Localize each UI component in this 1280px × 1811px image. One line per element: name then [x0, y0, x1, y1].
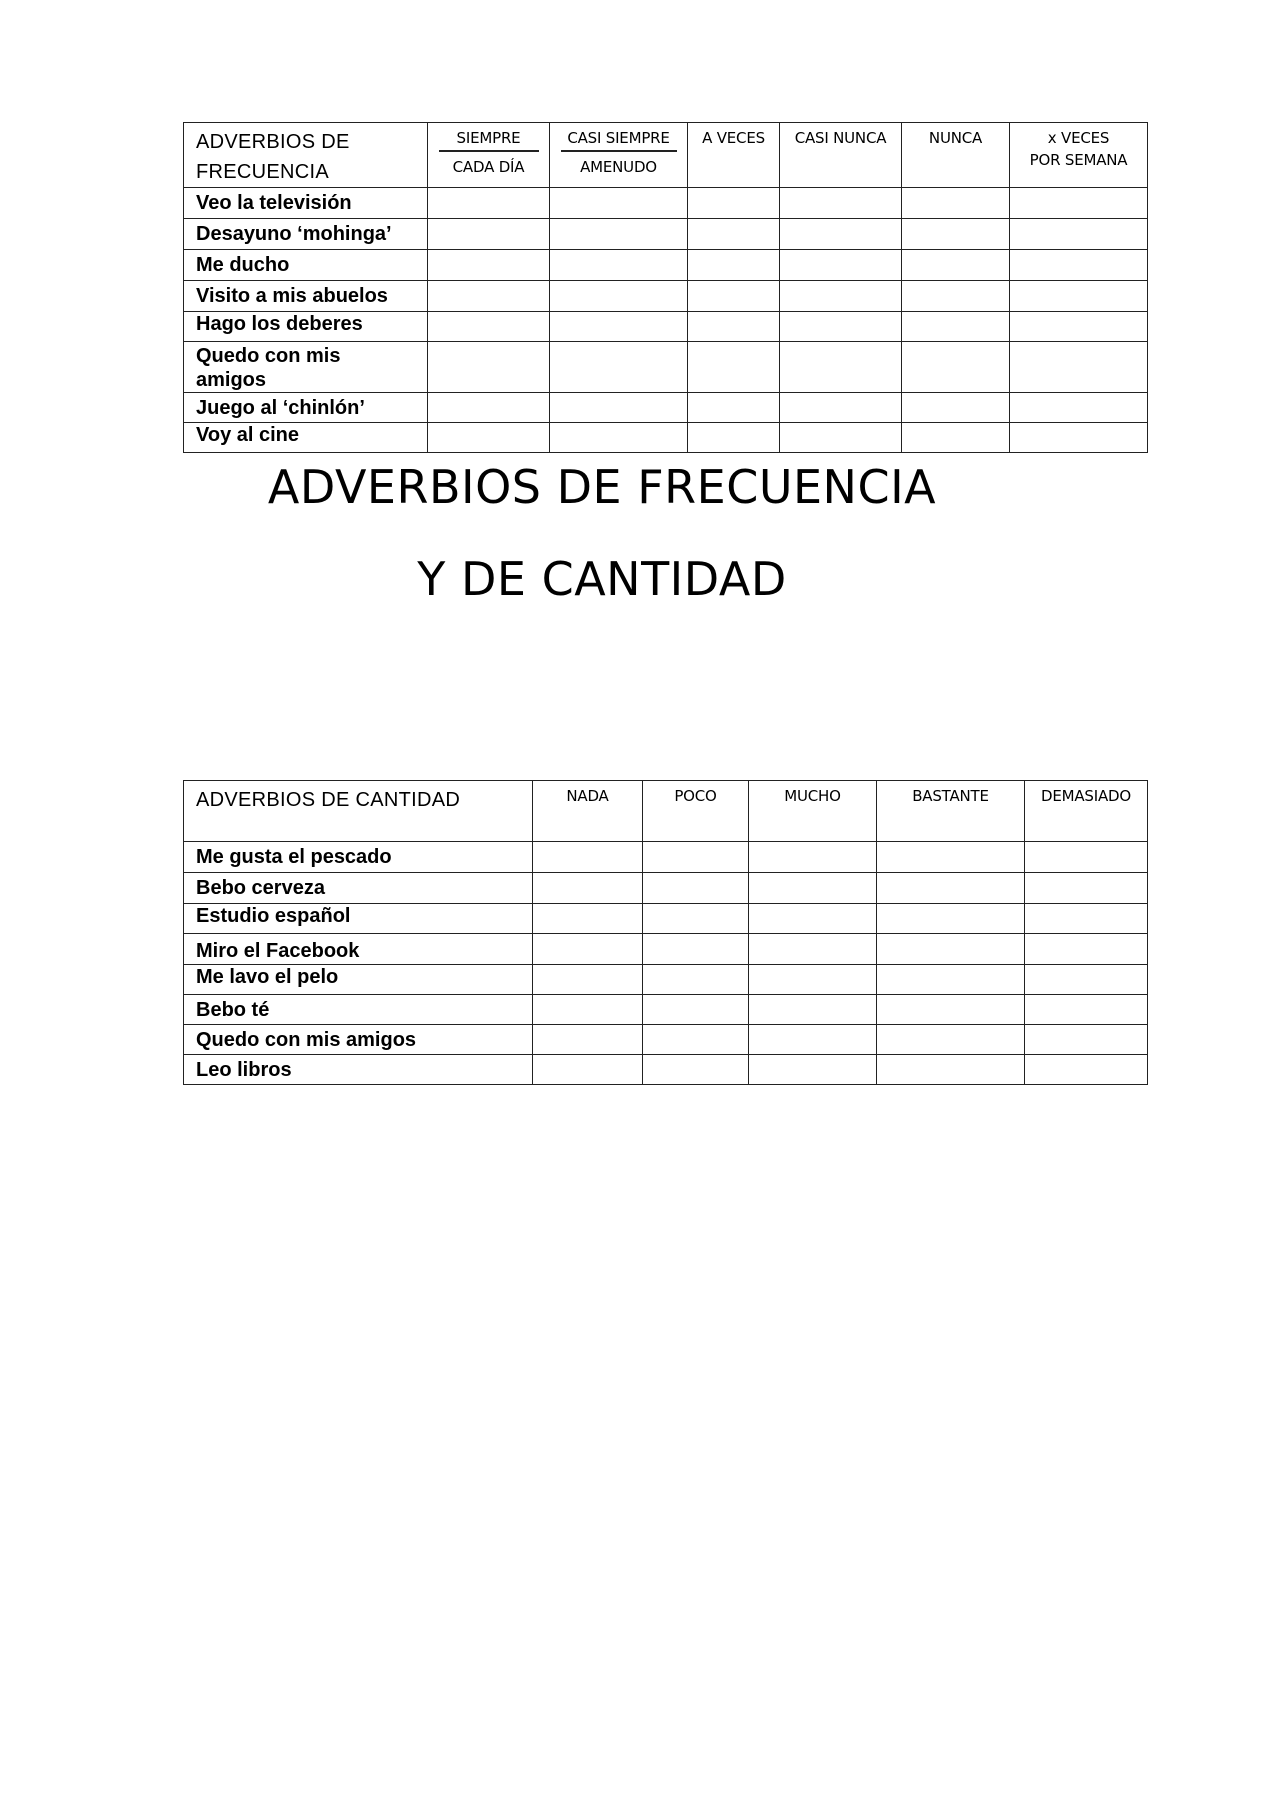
- table-row: [184, 965, 1148, 995]
- answer-cell: [550, 312, 688, 342]
- row-label: Hago los deberes: [184, 312, 428, 342]
- answer-cell: [688, 219, 780, 250]
- answer-cell: [1025, 995, 1148, 1025]
- answer-cell: [1025, 965, 1148, 995]
- title-line-2: Y DE CANTIDAD: [417, 552, 787, 606]
- answer-cell: [1010, 219, 1148, 250]
- table-row: [184, 250, 1148, 281]
- answer-cell: [749, 965, 877, 995]
- answer-cell: [643, 934, 749, 965]
- table-row: [184, 1055, 1148, 1085]
- answer-cell: [688, 342, 780, 393]
- answer-cell: [1025, 934, 1148, 965]
- answer-cell: [877, 842, 1025, 873]
- row-label: Visito a mis abuelos: [184, 281, 428, 312]
- row-label: Quedo con mis amigos: [184, 1025, 533, 1055]
- answer-cell: [877, 1055, 1025, 1085]
- answer-cell: [1025, 1055, 1148, 1085]
- answer-cell: [1010, 188, 1148, 219]
- column-header-line-1: x VECES: [1047, 129, 1110, 147]
- answer-cell: [877, 904, 1025, 934]
- answer-cell: [1010, 423, 1148, 453]
- frecuencia-table: [183, 122, 1148, 453]
- answer-cell: [1025, 904, 1148, 934]
- row-label: Quedo con mis amigos: [184, 342, 428, 393]
- answer-cell: [749, 1055, 877, 1085]
- table-row: [184, 934, 1148, 965]
- table-row: [184, 281, 1148, 312]
- answer-cell: [533, 873, 643, 904]
- answer-cell: [550, 250, 688, 281]
- answer-cell: [428, 188, 550, 219]
- column-header-nunca: NUNCA: [902, 123, 1010, 188]
- column-header-bastante: BASTANTE: [877, 781, 1025, 842]
- answer-cell: [533, 965, 643, 995]
- answer-cell: [877, 934, 1025, 965]
- column-header-poco: POCO: [643, 781, 749, 842]
- corner-label: ADVERBIOS DE FRECUENCIA: [184, 123, 428, 188]
- row-label: Juego al ‘chinlón’: [184, 393, 428, 423]
- answer-cell: [749, 904, 877, 934]
- answer-cell: [902, 281, 1010, 312]
- answer-cell: [643, 842, 749, 873]
- answer-cell: [688, 281, 780, 312]
- answer-cell: [877, 1025, 1025, 1055]
- column-header-a-veces: A VECES: [688, 123, 780, 188]
- answer-cell: [533, 1025, 643, 1055]
- answer-cell: [1025, 842, 1148, 873]
- answer-cell: [428, 423, 550, 453]
- answer-cell: [428, 393, 550, 423]
- table-row: [184, 842, 1148, 873]
- header-row: [184, 781, 1148, 842]
- answer-cell: [688, 312, 780, 342]
- table-row: [184, 873, 1148, 904]
- answer-cell: [902, 393, 1010, 423]
- answer-cell: [428, 281, 550, 312]
- answer-cell: [902, 219, 1010, 250]
- answer-cell: [877, 995, 1025, 1025]
- column-header-x-veces: [1010, 123, 1148, 188]
- row-label: Estudio español: [184, 904, 533, 934]
- answer-cell: [533, 934, 643, 965]
- row-label: Bebo cerveza: [184, 873, 533, 904]
- table-row: [184, 393, 1148, 423]
- row-label: Me ducho: [184, 250, 428, 281]
- column-header-top: CASI SIEMPRE: [561, 127, 677, 152]
- answer-cell: [533, 904, 643, 934]
- answer-cell: [902, 342, 1010, 393]
- corner-label: ADVERBIOS DE CANTIDAD: [184, 781, 533, 842]
- answer-cell: [780, 219, 902, 250]
- column-header-mucho: MUCHO: [749, 781, 877, 842]
- header-row: [184, 123, 1148, 188]
- answer-cell: [877, 873, 1025, 904]
- column-header-line-2: POR SEMANA: [1029, 151, 1128, 169]
- answer-cell: [550, 423, 688, 453]
- column-header-bottom: AMENUDO: [580, 158, 657, 176]
- column-header-demasiado: DEMASIADO: [1025, 781, 1148, 842]
- answer-cell: [780, 393, 902, 423]
- table-row: [184, 188, 1148, 219]
- row-label: Desayuno ‘mohinga’: [184, 219, 428, 250]
- row-label: Miro el Facebook: [184, 934, 533, 965]
- row-label: Bebo té: [184, 995, 533, 1025]
- table-row: [184, 995, 1148, 1025]
- answer-cell: [533, 995, 643, 1025]
- answer-cell: [780, 312, 902, 342]
- answer-cell: [902, 250, 1010, 281]
- answer-cell: [749, 995, 877, 1025]
- answer-cell: [688, 250, 780, 281]
- answer-cell: [533, 1055, 643, 1085]
- answer-cell: [780, 281, 902, 312]
- column-header-bottom: CADA DÍA: [452, 158, 525, 176]
- answer-cell: [688, 188, 780, 219]
- answer-cell: [643, 1025, 749, 1055]
- answer-cell: [1010, 281, 1148, 312]
- answer-cell: [1010, 312, 1148, 342]
- answer-cell: [780, 188, 902, 219]
- answer-cell: [749, 873, 877, 904]
- answer-cell: [428, 219, 550, 250]
- answer-cell: [749, 842, 877, 873]
- answer-cell: [1010, 342, 1148, 393]
- answer-cell: [550, 188, 688, 219]
- row-label: Me lavo el pelo: [184, 965, 533, 995]
- table-row: [184, 342, 1148, 393]
- answer-cell: [780, 250, 902, 281]
- answer-cell: [780, 342, 902, 393]
- answer-cell: [428, 312, 550, 342]
- row-label: Me gusta el pescado: [184, 842, 533, 873]
- column-header-casi-nunca: CASI NUNCA: [780, 123, 902, 188]
- answer-cell: [780, 423, 902, 453]
- column-header-nada: NADA: [533, 781, 643, 842]
- answer-cell: [1010, 250, 1148, 281]
- table-row: [184, 904, 1148, 934]
- answer-cell: [428, 250, 550, 281]
- answer-cell: [643, 873, 749, 904]
- answer-cell: [902, 312, 1010, 342]
- answer-cell: [1025, 1025, 1148, 1055]
- answer-cell: [749, 1025, 877, 1055]
- answer-cell: [902, 188, 1010, 219]
- table-row: [184, 1025, 1148, 1055]
- answer-cell: [428, 342, 550, 393]
- answer-cell: [877, 965, 1025, 995]
- row-label: Leo libros: [184, 1055, 533, 1085]
- answer-cell: [550, 219, 688, 250]
- row-label: Voy al cine: [184, 423, 428, 453]
- column-header-casi-siempre: [550, 123, 688, 188]
- cantidad-table: [183, 780, 1148, 1085]
- answer-cell: [643, 995, 749, 1025]
- answer-cell: [643, 1055, 749, 1085]
- table-row: [184, 423, 1148, 453]
- answer-cell: [1025, 873, 1148, 904]
- answer-cell: [1010, 393, 1148, 423]
- answer-cell: [688, 423, 780, 453]
- answer-cell: [533, 842, 643, 873]
- answer-cell: [749, 934, 877, 965]
- column-header-siempre: [428, 123, 550, 188]
- answer-cell: [550, 281, 688, 312]
- answer-cell: [643, 965, 749, 995]
- row-label: Veo la televisión: [184, 188, 428, 219]
- answer-cell: [643, 904, 749, 934]
- title-line-1: ADVERBIOS DE FRECUENCIA: [267, 460, 937, 514]
- column-header-top: SIEMPRE: [439, 127, 539, 152]
- table-row: [184, 312, 1148, 342]
- answer-cell: [688, 393, 780, 423]
- answer-cell: [550, 342, 688, 393]
- answer-cell: [902, 423, 1010, 453]
- table-row: [184, 219, 1148, 250]
- answer-cell: [550, 393, 688, 423]
